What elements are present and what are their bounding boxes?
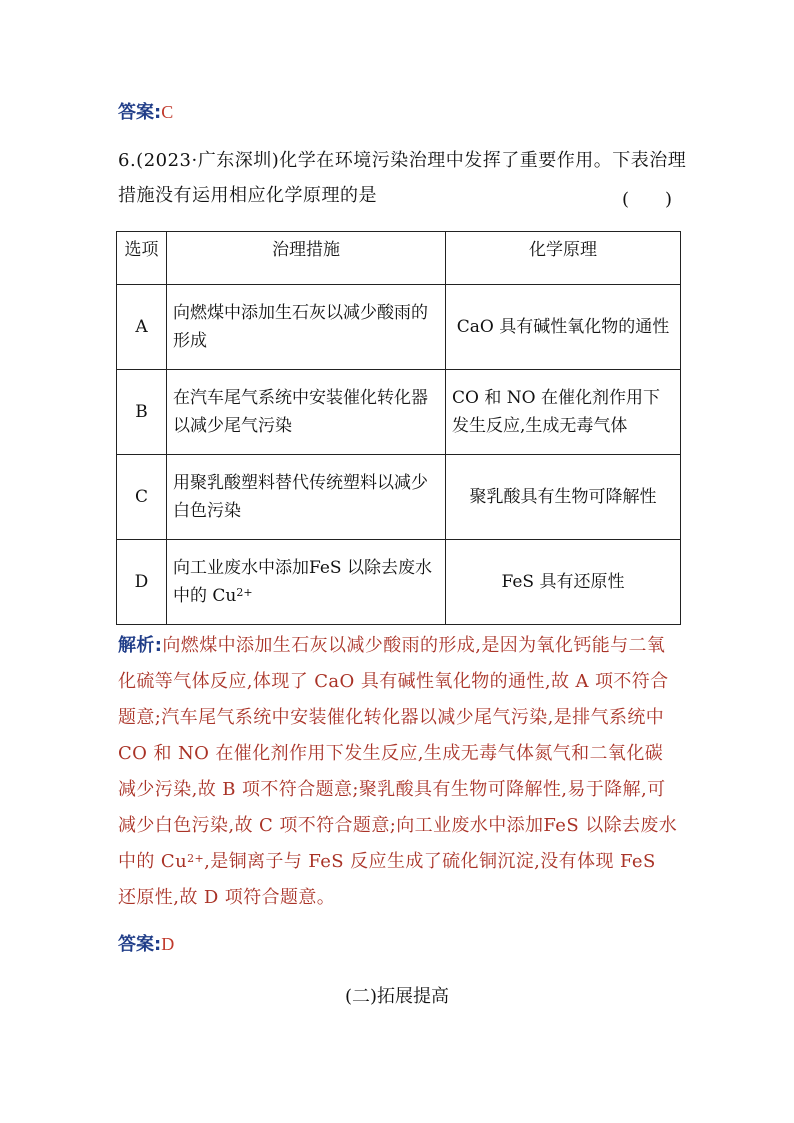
answer-label: 答案: [118,934,162,955]
answer-value: D [161,934,175,954]
row-measure: 向燃煤中添加生石灰以减少酸雨的形成 [167,285,446,370]
row-option: D [117,540,167,625]
table-row [117,370,681,455]
question-line-2: 措施没有运用相应化学原理的是 [118,185,377,206]
header-measure: 治理措施 [167,232,446,285]
row-principle: CO 和 NO 在催化剂作用下发生反应,生成无毒气体 [446,370,681,455]
answer-bracket: ( ) [622,189,673,210]
explanation-charge-superscript: 2+ [187,852,205,865]
header-principle: 化学原理 [446,232,681,285]
question-line-1: 6.(2023·广东深圳)化学在环境污染治理中发挥了重要作用。下表治理 [118,150,687,171]
row-principle: 聚乳酸具有生物可降解性 [446,455,681,540]
row-principle: FeS 具有还原性 [446,540,681,625]
explanation [118,628,680,916]
table-row [117,455,681,540]
explanation-label: 解析: [118,635,163,656]
row-measure: 用聚乳酸塑料替代传统塑料以减少白色污染 [167,455,446,540]
charge-superscript: 2+ [236,586,253,599]
table-row [117,540,681,625]
header-option: 选项 [117,232,167,285]
measures-table [116,231,681,625]
table-header-row [117,232,681,285]
explanation-text-2: ,是铜离子与 FeS 反应生成了硫化铜沉淀,没有体现 FeS 还原性,故 D 项符合题意。 [118,851,656,908]
answer-label: 答案: [118,102,162,123]
row-principle: CaO 具有碱性氧化物的通性 [446,285,681,370]
row-option: C [117,455,167,540]
table-row [117,285,681,370]
section-title: (二)拓展提高 [344,986,450,1007]
row-option: A [117,285,167,370]
answer-1 [118,98,173,124]
row-option: B [117,370,167,455]
row-measure: 在汽车尾气系统中安装催化转化器以减少尾气污染 [167,370,446,455]
explanation-text-1: 向燃煤中添加生石灰以减少酸雨的形成,是因为氧化钙能与二氧化硫等气体反应,体现了 CaO 具有碱性氧化物的通性,故 A 项不符合题意;汽车尾气系统中安装催化转化器以减少尾气污染,是排气系统中 CO 和 NO 在催化剂作用下发生反应,生成无毒气体氮气和二氧化碳减少污染,故 B 项不符合题意;聚乳酸具有生物可降解性,易于降解,可减少白色污染,故 C 项不符合题意;向工业废水中添加FeS 以除去废水中的 Cu [118,635,678,872]
row-measure-text: 向工业废水中添加FeS 以除去废水中的 Cu [173,558,432,606]
answer-value: C [161,102,174,122]
answer-2 [118,930,174,956]
row-measure [167,540,446,625]
